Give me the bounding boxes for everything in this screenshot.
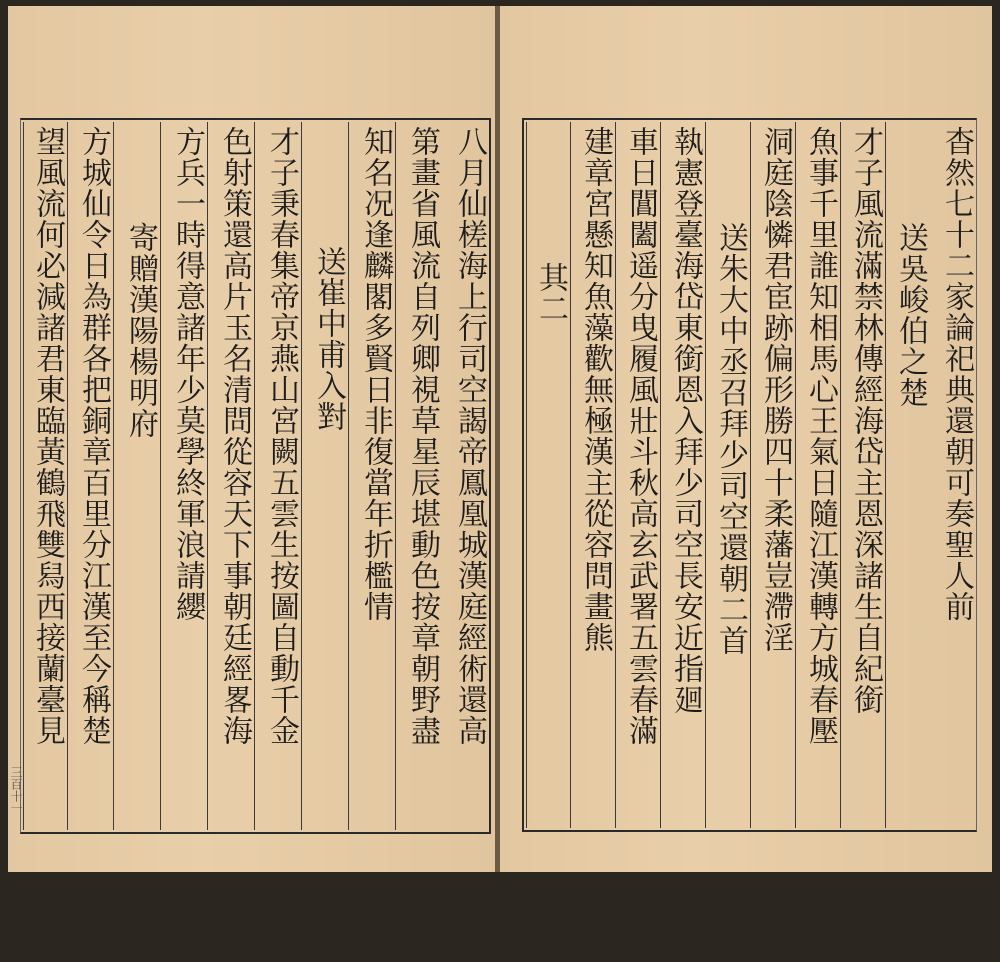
right-page bbox=[500, 6, 992, 872]
left-text-frame bbox=[20, 118, 491, 834]
text-column bbox=[301, 122, 348, 830]
page-edge-number: 三百十一 bbox=[9, 766, 23, 814]
column-text: 執憲登臺海岱東銜恩入拜少司空長安近指廻 bbox=[668, 126, 703, 715]
text-column bbox=[160, 122, 207, 830]
column-text: 車日閶闔遥分曳履風壯斗秋高玄武署五雲春滿 bbox=[623, 126, 658, 746]
column-text: 才子風流滿禁林傳經海岱主恩深諸生自紀銜 bbox=[848, 126, 883, 715]
text-column bbox=[930, 122, 976, 828]
text-column bbox=[615, 122, 660, 828]
column-text: 色射策還高片玉名清問從容天下事朝廷經畧海 bbox=[217, 126, 252, 746]
column-text: 建章宮懸知魚藻歡無極漢主從容問畫熊 bbox=[578, 126, 613, 653]
text-column bbox=[23, 122, 67, 830]
text-column bbox=[348, 122, 395, 830]
poem-title: 其二 bbox=[533, 262, 568, 324]
text-column bbox=[570, 122, 615, 828]
poem-title: 送崔中甫入對 bbox=[311, 246, 346, 432]
text-column bbox=[795, 122, 840, 828]
text-column bbox=[750, 122, 795, 828]
text-column bbox=[660, 122, 705, 828]
column-text: 洞庭陰憐君宦跡偏形勝四十柔藩豈滯淫 bbox=[758, 126, 793, 653]
column-text: 八月仙槎海上行司空謁帝鳳凰城漢庭經術還高 bbox=[452, 126, 487, 746]
column-text: 杳然七十二家論祀典還朝可奏聖人前 bbox=[939, 126, 974, 622]
text-column bbox=[526, 122, 570, 828]
text-column bbox=[207, 122, 254, 830]
column-text: 知名况逢麟閣多賢日非復當年折檻情 bbox=[358, 126, 393, 622]
column-text: 第畫省風流自列卿視草星辰堪動色按章朝野盡 bbox=[405, 126, 440, 746]
text-column bbox=[395, 122, 442, 830]
column-text: 方城仙令日為群各把銅章百里分江漢至今稱楚 bbox=[76, 126, 111, 746]
text-column bbox=[442, 122, 489, 830]
text-column bbox=[885, 122, 930, 828]
text-column bbox=[67, 122, 113, 830]
text-column bbox=[705, 122, 750, 828]
column-text: 望風流何必減諸君東臨黃鶴飛雙舄西接蘭臺見 bbox=[30, 126, 65, 746]
text-column bbox=[840, 122, 885, 828]
column-text: 方兵一時得意諸年少莫學終軍浪請纓 bbox=[170, 126, 205, 622]
column-text: 魚事千里誰知相馬心王氣日隨江漢轉方城春壓 bbox=[803, 126, 838, 746]
column-text: 才子秉春集帝京燕山宮闕五雲生按圖自動千金 bbox=[264, 126, 299, 746]
poem-title: 寄贈漢陽楊明府 bbox=[123, 222, 158, 439]
text-column bbox=[113, 122, 160, 830]
poem-title: 送朱大中丞召拜少司空還朝二首 bbox=[713, 222, 748, 656]
poem-title: 送吳峻伯之楚 bbox=[893, 222, 928, 408]
text-column bbox=[254, 122, 301, 830]
right-text-frame bbox=[522, 118, 977, 832]
left-page bbox=[8, 6, 495, 872]
